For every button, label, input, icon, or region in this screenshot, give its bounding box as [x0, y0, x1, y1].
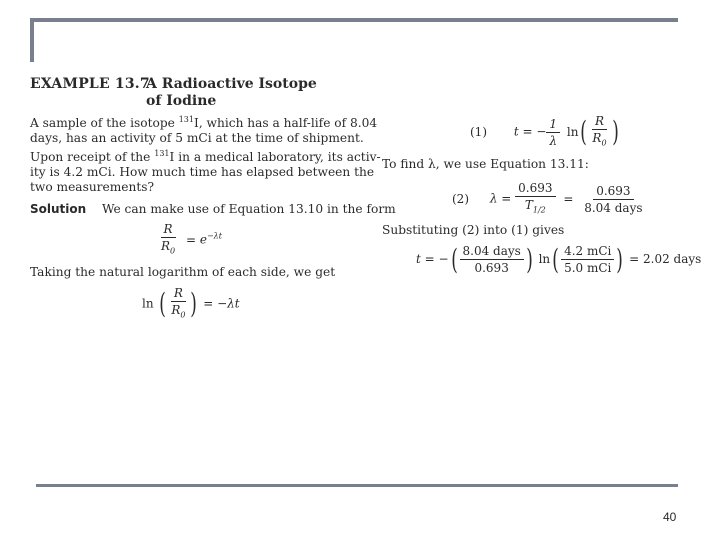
top-rule — [30, 18, 678, 22]
problem-line-2: days, has an activity of 5 mCi at the time of shipment. — [30, 131, 364, 146]
problem-line-5: two measurements? — [30, 180, 155, 195]
example-label: EXAMPLE 13.7 — [30, 76, 150, 92]
equation-one: (1) t = − $\frac{1}{\lambda}$ ln( $\frac{R}{R_0}$ ) — [470, 114, 619, 149]
find-lambda-text: To find λ, we use Equation 13.11: — [382, 157, 589, 171]
example-title-line2: of Iodine — [146, 93, 217, 109]
bottom-rule — [36, 484, 678, 487]
example-title — [146, 76, 317, 110]
page-number: 40 — [663, 510, 677, 524]
solution-label: Solution — [30, 202, 87, 216]
example-title-line1: A Radioactive Isotope — [146, 76, 317, 92]
substituting-text: Substituting (2) into (1) gives — [382, 223, 565, 237]
equation-two: (2) λ = $\frac{0.693}{T_{1/2}}$ = $\frac{0.693}{\text{8.04 days}}$ — [452, 181, 643, 215]
log-text: Taking the natural logarithm of each side, we get — [30, 265, 336, 279]
equation-ln: ln ( $\frac{R}{R_0}$ ) = −λt — [142, 286, 240, 321]
problem-line-3: Upon receipt of the $^{131}$I in a medical laboratory, its activ- — [30, 149, 381, 165]
equation-decay: $\frac{R}{R_0}$ = $e^{-\lambda t}$ — [161, 222, 222, 256]
left-rule — [30, 18, 34, 62]
problem-line-4: ity is 4.2 mCi. How much time has elapsed between the — [30, 165, 375, 180]
solution-line — [30, 202, 396, 217]
problem-statement — [30, 112, 381, 195]
equation-final: t = −( $\frac{\text{8.04 days}}{0.693}$ ) ln( $\frac{\text{4.2 mCi}}{\text{5.0 mCi}}$ ) = 2.02 days — [416, 242, 702, 276]
problem-line-1: A sample of the isotope $^{131}$I, which has a half-life of 8.04 — [30, 115, 378, 131]
solution-text: We can make use of Equation 13.10 in the form — [101, 202, 396, 216]
